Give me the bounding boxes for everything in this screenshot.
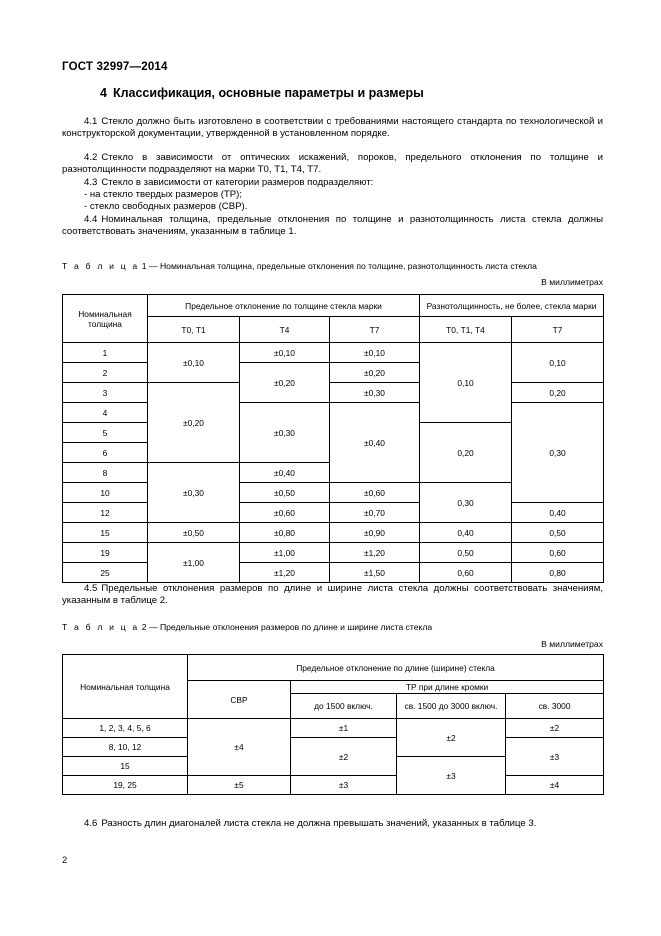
table-1-cell-thickness: 1 [63, 343, 148, 363]
table-1-cell-deviation-t7: ±1,20 [330, 543, 420, 563]
paragraph-4-3-item-1-text: - на стекло твердых размеров (ТР); [84, 189, 243, 201]
table-1-caption [62, 261, 537, 271]
table-1-caption-text: Номинальная толщина, предельные отклонения по толщине, разнотолщинность листа стекла [159, 261, 537, 271]
paragraph-4-2-text: Стекло в зависимости от оптических искажений, пороков, предельного отклонения по толщине и разнотолщинности подразделяют на марки Т0, Т1, Т4, Т7. [62, 152, 603, 176]
table-1-head [63, 295, 604, 343]
paragraph-4-1-body [62, 116, 603, 140]
table-2-th-tr-group: ТР при длине кромки [291, 681, 604, 694]
paragraph-4-6 [62, 818, 603, 830]
table-1-cell-deviation-t4: ±0,80 [240, 523, 330, 543]
table-1-th-group-deviation: Предельное отклонение по толщине стекла марки [148, 295, 420, 317]
paragraph-4-2 [62, 152, 603, 176]
table-2-cell-thickness: 15 [63, 757, 188, 776]
table-1-cell-deviation-t4: ±0,60 [240, 503, 330, 523]
table-1-th-group-variation: Разнотолщинность, не более, стекла марки [420, 295, 604, 317]
paragraph-4-3 [62, 177, 603, 214]
table-2-th-group-all: Предельное отклонение по длине (ширине) стекла [188, 655, 604, 681]
table-2-cell-tr-over-3000: ±4 [506, 776, 604, 795]
table-2-cell-tr-up-1500: ±1 [291, 719, 397, 738]
paragraph-4-5 [62, 583, 603, 607]
paragraph-4-4-number: 4.4 [84, 214, 98, 225]
table-2-cell-tr-up-1500: ±3 [291, 776, 397, 795]
table-1-cell-variation-t0t1t4: 0,50 [420, 543, 512, 563]
table-2-th-nominal-thickness: Номинальная толщина [63, 655, 188, 719]
table-1-th-t0t1: Т0, Т1 [148, 317, 240, 343]
page-number: 2 [62, 855, 68, 865]
table-row [63, 343, 604, 363]
table-1-cell-deviation-t4: ±0,50 [240, 483, 330, 503]
table-1-cell-deviation-t0t1: ±1,00 [148, 543, 240, 583]
table-1-cell-deviation-t4: ±0,40 [240, 463, 330, 483]
table-row [63, 403, 604, 423]
table-row [63, 563, 604, 583]
table-2-caption-text: Предельные отклонения размеров по длине и ширине листа стекла [159, 622, 433, 632]
table-1-cell-deviation-t4: ±0,30 [240, 403, 330, 463]
table-1-cell-variation-t0t1t4: 0,10 [420, 343, 512, 423]
table-2-cell-svr: ±5 [188, 776, 291, 795]
table-1-cell-deviation-t7: ±0,40 [330, 403, 420, 483]
paragraph-4-1 [62, 116, 603, 140]
paragraph-4-3-item-2 [62, 201, 603, 213]
table-1-cell-deviation-t0t1: ±0,50 [148, 523, 240, 543]
table-1-cell-deviation-t4: ±0,10 [240, 343, 330, 363]
table-1-cell-thickness: 4 [63, 403, 148, 423]
table-2-cell-tr-over-3000: ±3 [506, 738, 604, 776]
table-2-units: В миллиметрах [541, 639, 603, 649]
table-1-cell-thickness: 2 [63, 363, 148, 383]
table-row [63, 776, 604, 795]
standard-header: ГОСТ 32997—2014 [62, 61, 168, 73]
section-number: 4 [100, 86, 107, 100]
paragraph-4-3-item-2-text: - стекло свободных размеров (СВР). [84, 201, 248, 213]
table-2-cell-svr: ±4 [188, 719, 291, 776]
table-row [63, 523, 604, 543]
paragraph-4-4 [62, 214, 603, 238]
paragraph-4-4-text: Номинальная толщина, предельные отклонения по толщине и разнотолщинность листа стекла должны соответствовать значениям, указанным в таблице 1. [62, 214, 603, 238]
table-1-cell-deviation-t7: ±0,30 [330, 383, 420, 403]
table-2-cell-thickness: 19, 25 [63, 776, 188, 795]
table-1-cell-thickness: 8 [63, 463, 148, 483]
table-1-cell-deviation-t0t1: ±0,10 [148, 343, 240, 383]
table-1-body [63, 343, 604, 583]
paragraph-4-5-text: Предельные отклонения размеров по длине и ширине листа стекла должны соответствовать значениям, указанным в таблице 2. [62, 583, 603, 607]
table-1-caption-label: Т а б л и ц а [62, 261, 140, 271]
table-1-cell-deviation-t7: ±0,10 [330, 343, 420, 363]
table-row [63, 738, 604, 757]
table-1-cell-variation-t7: 0,80 [512, 563, 604, 583]
table-1-cell-thickness: 10 [63, 483, 148, 503]
table-2-cell-tr-up-1500: ±2 [291, 738, 397, 776]
table-2-th-over-3000: св. 3000 [506, 694, 604, 719]
table-1-cell-thickness: 5 [63, 423, 148, 443]
table-1-cell-variation-t7: 0,40 [512, 503, 604, 523]
table-2 [62, 654, 604, 795]
table-1-cell-deviation-t0t1: ±0,30 [148, 463, 240, 523]
paragraph-4-3-body [62, 177, 603, 189]
table-1-cell-deviation-t4: ±1,20 [240, 563, 330, 583]
paragraph-4-1-text: Стекло должно быть изготовлено в соответствии с требованиями настоящего стандарта по технологической и конструкторской документации, утвержденной в установленном порядке. [62, 116, 603, 140]
table-1-cell-deviation-t7: ±0,60 [330, 483, 420, 503]
table-1-cell-thickness: 25 [63, 563, 148, 583]
table-1 [62, 294, 604, 583]
paragraph-4-3-text: Стекло в зависимости от категории размеров подразделяют: [101, 177, 374, 188]
table-1-cell-deviation-t4: ±0,20 [240, 363, 330, 403]
table-1-th-var-t7: Т7 [512, 317, 604, 343]
table-row [63, 543, 604, 563]
paragraph-4-2-body [62, 152, 603, 176]
table-2-caption [62, 622, 432, 632]
table-1-cell-variation-t0t1t4: 0,20 [420, 423, 512, 483]
paragraph-4-2-number: 4.2 [84, 152, 98, 163]
table-2-cell-thickness: 8, 10, 12 [63, 738, 188, 757]
paragraph-4-5-number: 4.5 [84, 583, 98, 594]
table-2-th-svr: СВР [188, 681, 291, 719]
paragraph-4-4-body [62, 214, 603, 238]
table-2-header-row-1 [63, 655, 604, 681]
paragraph-4-6-number: 4.6 [84, 818, 98, 829]
table-1-cell-thickness: 6 [63, 443, 148, 463]
table-row [63, 719, 604, 738]
table-2-body [63, 719, 604, 795]
table-1-cell-deviation-t7: ±0,90 [330, 523, 420, 543]
table-1-container [62, 294, 603, 583]
table-1-cell-deviation-t7: ±1,50 [330, 563, 420, 583]
table-1-cell-variation-t0t1t4: 0,30 [420, 483, 512, 523]
paragraph-4-6-text: Разность длин диагоналей листа стекла не должна превышать значений, указанных в таблице 3. [101, 818, 537, 829]
table-row [63, 503, 604, 523]
table-1-caption-number: 1 [141, 261, 147, 271]
table-1-cell-variation-t7: 0,60 [512, 543, 604, 563]
table-2-container [62, 654, 603, 795]
table-2-cell-tr-over-3000: ±2 [506, 719, 604, 738]
table-1-th-nominal-thickness: Номинальная толщина [63, 295, 148, 343]
table-2-caption-number: 2 [141, 622, 147, 632]
section-title-text: Классификация, основные параметры и размеры [112, 86, 424, 100]
section-title [100, 86, 424, 100]
table-1-th-t4: Т4 [240, 317, 330, 343]
table-1-cell-deviation-t0t1: ±0,20 [148, 383, 240, 463]
table-1-cell-variation-t7: 0,20 [512, 383, 604, 403]
table-1-caption-dash: — [148, 261, 158, 271]
paragraph-4-5-body [62, 583, 603, 607]
paragraph-4-6-body [62, 818, 603, 830]
table-2-th-up-1500: до 1500 включ. [291, 694, 397, 719]
table-1-th-t7: Т7 [330, 317, 420, 343]
table-1-cell-deviation-t4: ±1,00 [240, 543, 330, 563]
table-1-cell-variation-t0t1t4: 0,60 [420, 563, 512, 583]
table-1-cell-variation-t7: 0,30 [512, 403, 604, 503]
table-2-caption-label: Т а б л и ц а [62, 622, 140, 632]
table-1-th-t0t1t4: Т0, Т1, Т4 [420, 317, 512, 343]
paragraph-4-3-item-1 [62, 189, 603, 201]
table-1-cell-deviation-t7: ±0,70 [330, 503, 420, 523]
table-1-cell-thickness: 12 [63, 503, 148, 523]
table-1-cell-variation-t7: 0,10 [512, 343, 604, 383]
table-2-th-1500-3000: св. 1500 до 3000 включ. [397, 694, 506, 719]
table-1-header-row-1 [63, 295, 604, 317]
table-row [63, 383, 604, 403]
table-1-cell-thickness: 3 [63, 383, 148, 403]
table-2-caption-dash: — [148, 622, 158, 632]
table-2-cell-thickness: 1, 2, 3, 4, 5, 6 [63, 719, 188, 738]
table-1-cell-deviation-t7: ±0,20 [330, 363, 420, 383]
table-1-cell-variation-t7: 0,50 [512, 523, 604, 543]
paragraph-4-1-number: 4.1 [84, 116, 98, 127]
table-2-cell-tr-1500-3000: ±2 [397, 719, 506, 757]
table-1-cell-thickness: 15 [63, 523, 148, 543]
table-1-cell-thickness: 19 [63, 543, 148, 563]
table-2-head [63, 655, 604, 719]
paragraph-4-3-number: 4.3 [84, 177, 98, 188]
table-1-units: В миллиметрах [541, 277, 603, 287]
table-1-cell-variation-t0t1t4: 0,40 [420, 523, 512, 543]
table-2-cell-tr-1500-3000: ±3 [397, 757, 506, 795]
